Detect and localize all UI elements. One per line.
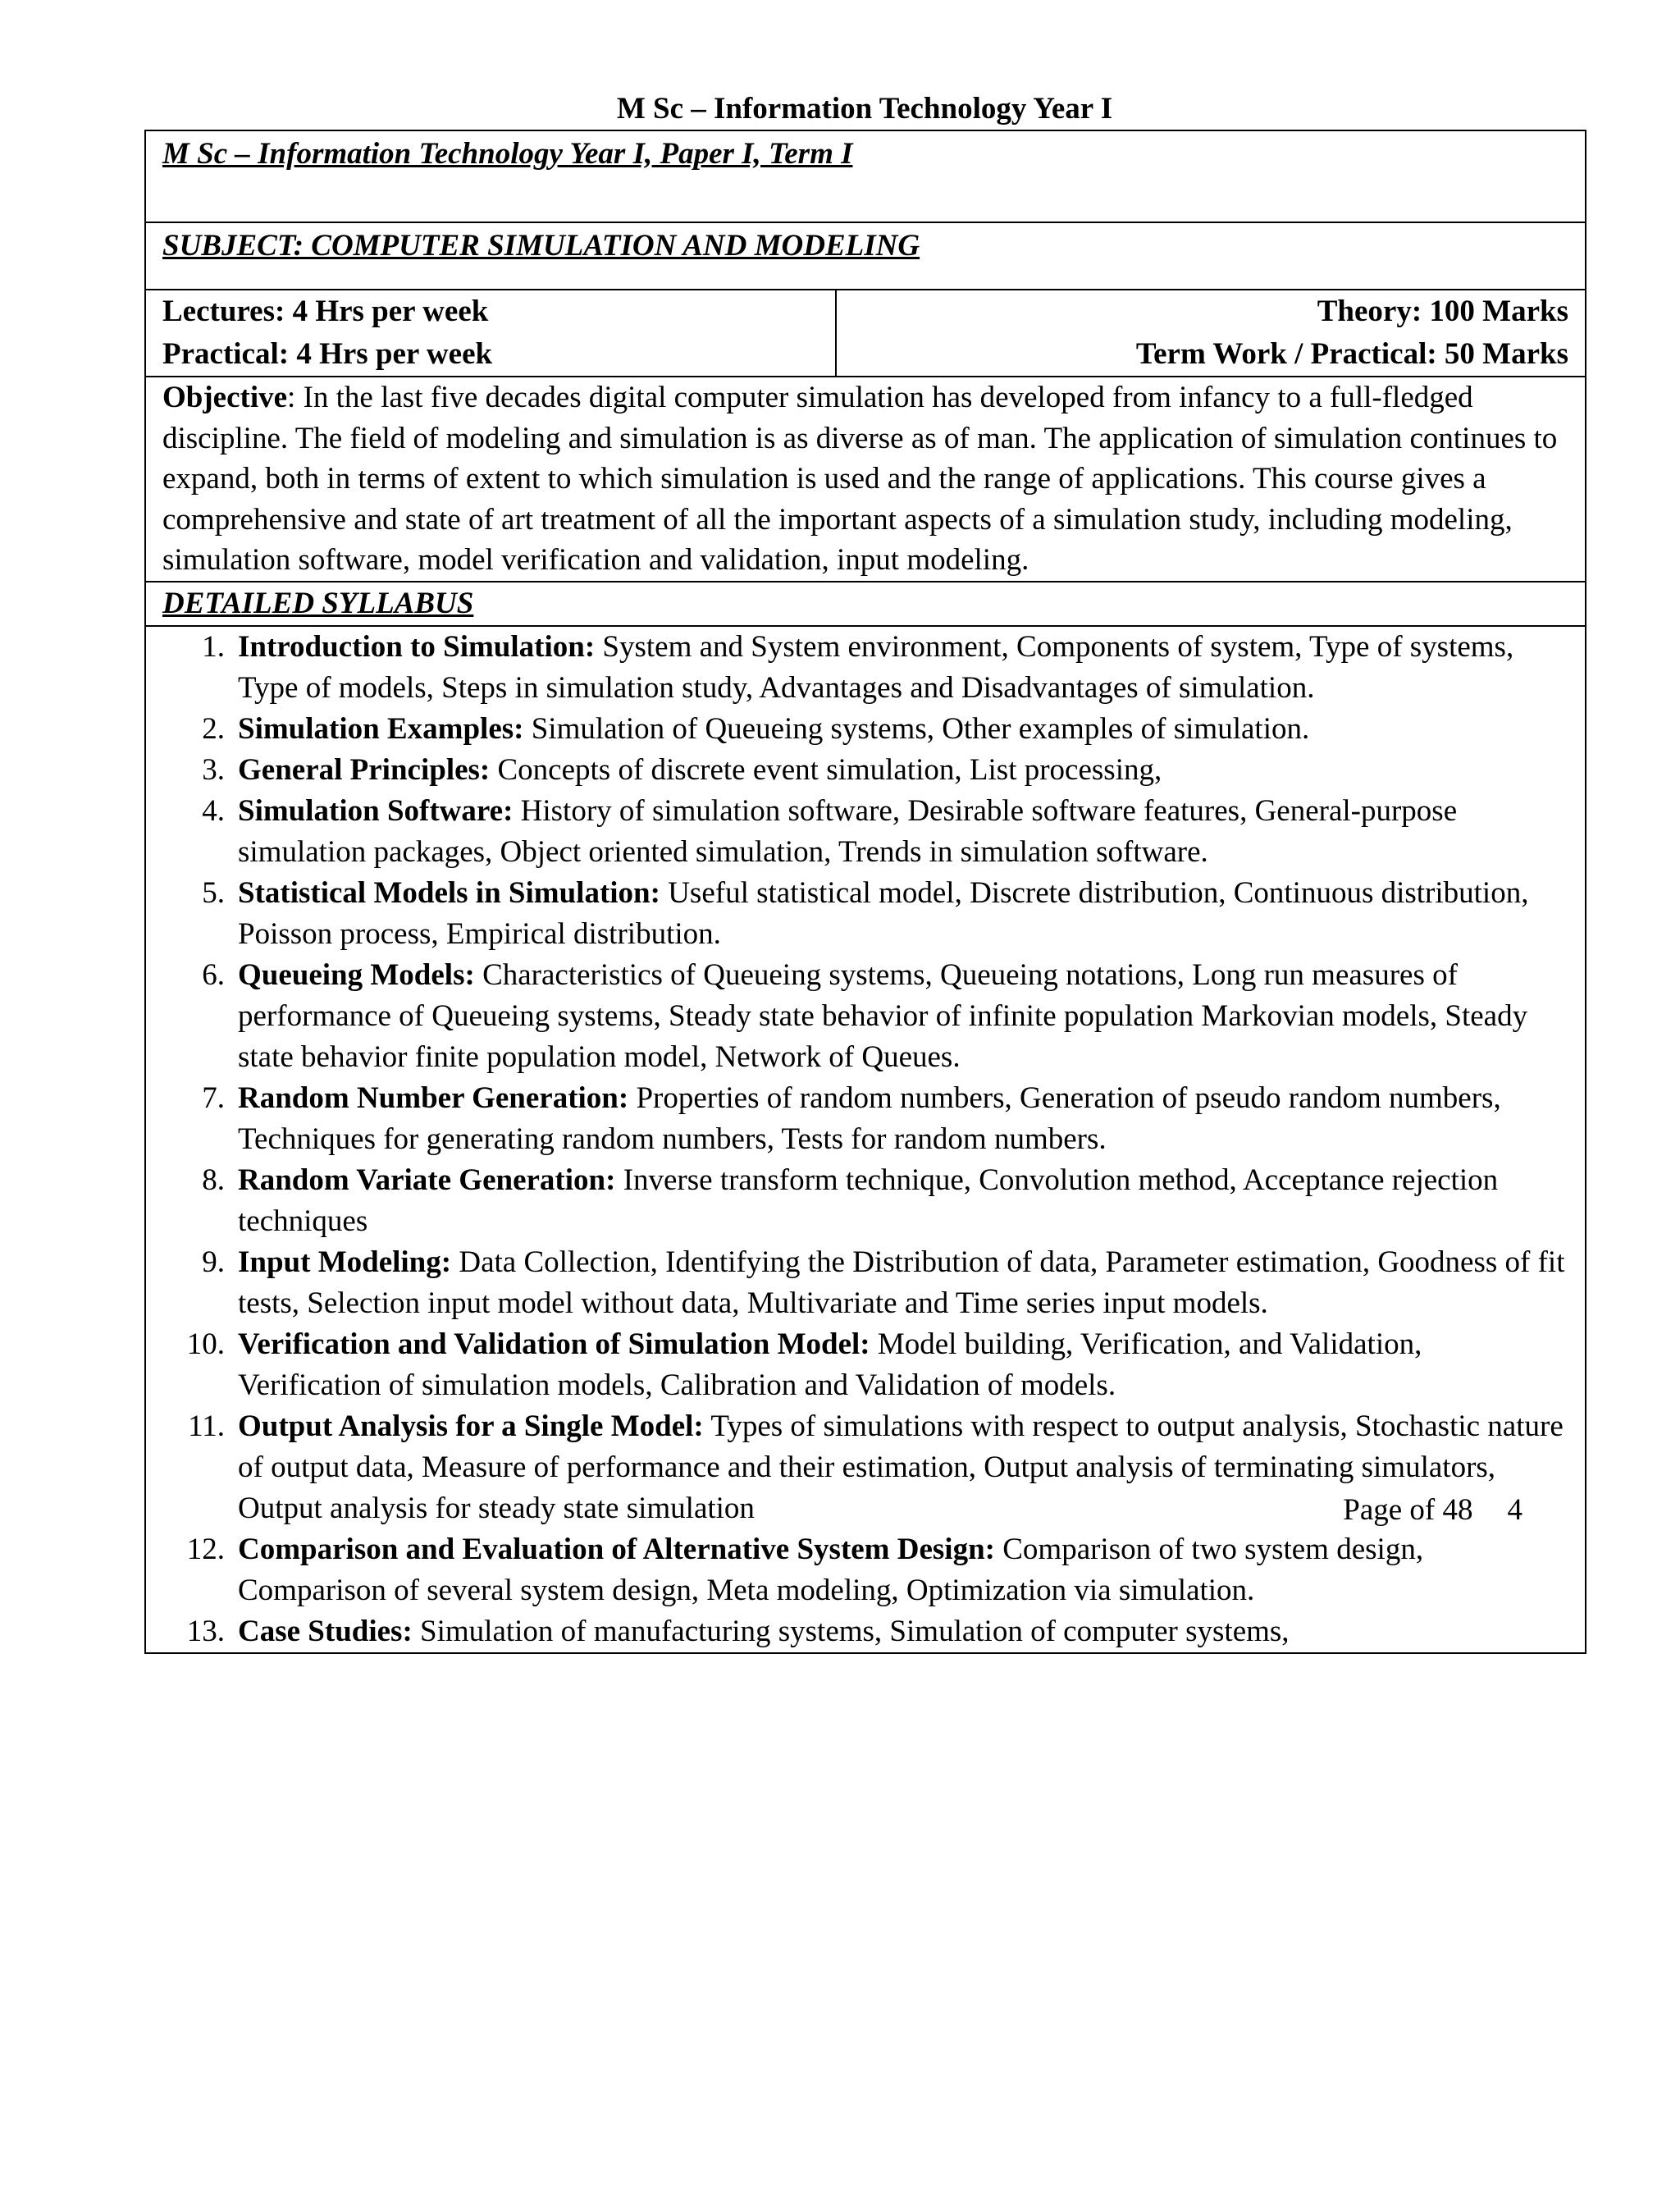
topic-name: Random Variate Generation: — [238, 1163, 616, 1197]
topic-number: 10. — [186, 1327, 225, 1361]
marks-cell — [836, 290, 1586, 377]
objective-cell — [145, 377, 1586, 582]
topic-number: 5. — [202, 875, 225, 910]
topic-number: 8. — [202, 1163, 225, 1197]
topic-number: 12. — [186, 1532, 225, 1566]
topic-text: History of simulation software, Desirable software features, General-purpose simulation packages, Object oriented simulation, Trends in simulation software. — [238, 793, 1458, 869]
list-item — [162, 1529, 1568, 1611]
list-item — [162, 750, 1568, 791]
topic-number: 9. — [202, 1245, 225, 1279]
list-item — [162, 1324, 1568, 1406]
list-item — [162, 627, 1568, 709]
course-title: M Sc – Information Technology Year I, Paper I, Term I — [162, 137, 853, 171]
page-number-value: 4 — [1507, 1493, 1522, 1527]
list-item — [162, 1078, 1568, 1160]
topic-text: Characteristics of Queueing systems, Queueing notations, Long run measures of performance of Queueing systems, Steady state behavior of infinite population Markovian models, Steady state behavior finite population model, Network of Queues. — [238, 957, 1528, 1074]
topic-name: Simulation Software: — [238, 793, 514, 828]
subject-row — [145, 222, 1586, 290]
topic-name: Introduction to Simulation: — [238, 629, 596, 664]
objective-label: Objective — [162, 381, 288, 414]
topic-number: 11. — [188, 1409, 225, 1443]
topic-name: Input Modeling: — [238, 1245, 452, 1279]
topic-text: System and System environment, Components of system, Type of systems, Type of models, Steps in simulation study, Advantages and Disadvantages of simulation. — [238, 629, 1514, 705]
topic-text: Data Collection, Identifying the Distribution of data, Parameter estimation, Goodness of fit tests, Selection input model without data, Multivariate and Time series input models. — [238, 1245, 1565, 1320]
topic-name: Output Analysis for a Single Model: — [238, 1409, 704, 1443]
page-heading: M Sc – Information Technology Year I — [616, 92, 1113, 126]
topic-text: Concepts of discrete event simulation, List processing, — [490, 752, 1162, 787]
detailed-syllabus-row — [145, 582, 1586, 626]
topic-text: Comparison of two system design, Comparison of several system design, Meta modeling, Optimization via simulation. — [238, 1532, 1424, 1607]
list-item — [162, 1242, 1568, 1324]
subject-title: SUBJECT: COMPUTER SIMULATION AND MODELING — [162, 229, 920, 263]
list-item — [162, 1160, 1568, 1242]
topic-name: General Principles: — [238, 752, 491, 787]
lectures-hours: Lectures: 4 Hrs per week — [162, 295, 489, 328]
topic-text: Useful statistical model, Discrete distribution, Continuous distribution, Poisson process, Empirical distribution. — [238, 875, 1529, 951]
subject-cell — [145, 222, 1586, 290]
topic-name: Case Studies: — [238, 1614, 413, 1648]
course-title-row — [145, 130, 1586, 222]
topic-number: 7. — [202, 1080, 225, 1115]
page-label: Page of 48 — [1343, 1493, 1473, 1527]
topic-text: Simulation of Queueing systems, Other examples of simulation. — [523, 711, 1310, 746]
topic-name: Verification and Validation of Simulation Model: — [238, 1327, 870, 1361]
list-item — [162, 873, 1568, 955]
detailed-syllabus-cell — [145, 582, 1586, 626]
topic-name: Comparison and Evaluation of Alternative System Design: — [238, 1532, 995, 1566]
objective-row — [145, 377, 1586, 582]
topic-number: 4. — [202, 793, 225, 828]
hours-cell — [145, 290, 836, 377]
topic-text: Simulation of manufacturing systems, Simulation of computer systems, — [412, 1614, 1290, 1648]
topic-number: 1. — [202, 629, 225, 664]
list-item — [162, 955, 1568, 1078]
page-number — [1343, 1492, 1522, 1529]
topic-name: Random Number Generation: — [238, 1080, 629, 1115]
topic-text: Types of simulations with respect to output analysis, Stochastic nature of output data, Measure of performance and their estimation, Output analysis of terminating simulators, Output analysis for steady state simulation — [238, 1409, 1564, 1525]
course-title-cell — [145, 130, 1586, 222]
topic-text: Model building, Verification, and Validation, Verification of simulation models, Calibration and Validation of models. — [238, 1327, 1422, 1402]
detailed-syllabus-heading: DETAILED SYLLABUS — [162, 586, 474, 620]
topic-number: 3. — [202, 752, 225, 787]
list-item — [162, 709, 1568, 750]
hours-row — [145, 290, 1586, 377]
theory-marks: Theory: 100 Marks — [1317, 295, 1568, 328]
topic-number: 6. — [202, 957, 225, 992]
topic-text: Properties of random numbers, Generation of pseudo random numbers, Techniques for generating random numbers, Tests for random numbers. — [238, 1080, 1501, 1156]
term-work-marks: Term Work / Practical: 50 Marks — [1135, 337, 1568, 371]
topic-name: Simulation Examples: — [238, 711, 524, 746]
topic-number: 13. — [186, 1614, 225, 1648]
topic-number: 2. — [202, 711, 225, 746]
topic-name: Queueing Models: — [238, 957, 475, 992]
practical-hours: Practical: 4 Hrs per week — [162, 337, 493, 371]
list-item — [162, 1611, 1568, 1652]
topic-text: Inverse transform technique, Convolution method, Acceptance rejection techniques — [238, 1163, 1499, 1238]
objective-text: : In the last five decades digital computer simulation has developed from infancy to a full-fledged discipline. The field of modeling and simulation is as diverse as of man. The application of simulation continues to expand, both in terms of extent to which simulation is used and the range of applications. This course gives a comprehensive and state of art treatment of all the important aspects of a simulation study, including modeling, simulation software, model verification and validation, input modeling. — [162, 381, 1558, 577]
topic-name: Statistical Models in Simulation: — [238, 875, 660, 910]
syllabus-table — [144, 130, 1586, 1654]
list-item — [162, 791, 1568, 873]
